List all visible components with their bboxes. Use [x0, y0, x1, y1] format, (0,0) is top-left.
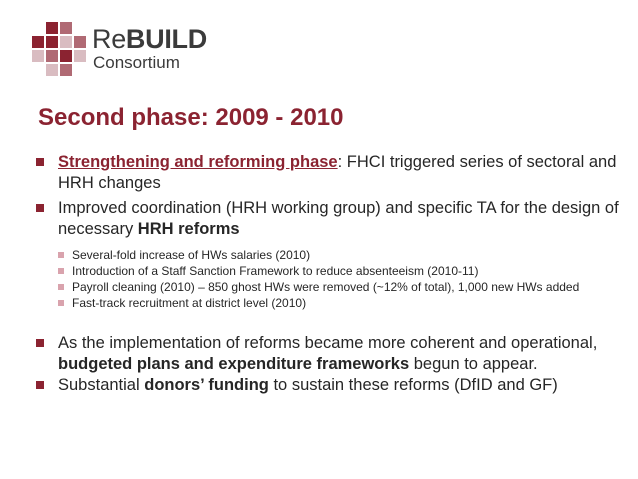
sub-bullet-3: Payroll cleaning (2010) – 850 ghost HWs were removed (~12% of total), 1,000 new HWs added [36, 279, 628, 295]
bullet-1-lead: Strengthening and reforming phase [58, 153, 338, 171]
bullet-3 [36, 333, 628, 375]
bullet-4 [36, 375, 628, 396]
bullet-2-text: Improved coordination (HRH working group) and specific TA for the design of necessary [58, 199, 619, 238]
square-bullet-icon [36, 339, 44, 347]
bullet-1 [36, 152, 628, 194]
square-bullet-icon [36, 204, 44, 212]
sub-bullet-2: Introduction of a Staff Sanction Framework to reduce absenteeism (2010-11) [36, 263, 628, 279]
rebuild-consortium-logo [32, 22, 242, 78]
bullet-4-bold: donors’ funding [144, 376, 269, 394]
square-bullet-icon [58, 252, 64, 258]
slide-content [36, 152, 628, 396]
square-bullet-icon [58, 284, 64, 290]
logo-brand-sub: Consortium [93, 53, 180, 72]
bullet-4-text: Substantial [58, 376, 145, 394]
bullet-1-text: : FHCI triggered series of sectoral and HRH changes [58, 153, 617, 192]
square-bullet-icon [58, 300, 64, 306]
sub-bullet-4: Fast-track recruitment at district level (2010) [36, 295, 628, 311]
square-bullet-icon [36, 158, 44, 166]
bullet-2-bold: HRH reforms [137, 220, 240, 238]
square-bullet-icon [58, 268, 64, 274]
square-bullet-icon [36, 381, 44, 389]
logo-squares-icon [32, 22, 88, 78]
bullet-3-text: As the implementation of reforms became more coherent and operational, [58, 334, 598, 352]
logo-brand-name: ReBUILD [92, 24, 207, 54]
bullet-4-post: to sustain these reforms (DfID and GF) [268, 376, 558, 394]
slide-title: Second phase: 2009 - 2010 [38, 104, 344, 131]
sub-bullet-list [36, 247, 628, 311]
bullet-2 [36, 198, 628, 240]
bullet-3-post: begun to appear. [409, 355, 538, 373]
sub-bullet-1: Several-fold increase of HWs salaries (2010) [36, 247, 628, 263]
bullet-3-bold: budgeted plans and expenditure frameworks [58, 355, 410, 373]
